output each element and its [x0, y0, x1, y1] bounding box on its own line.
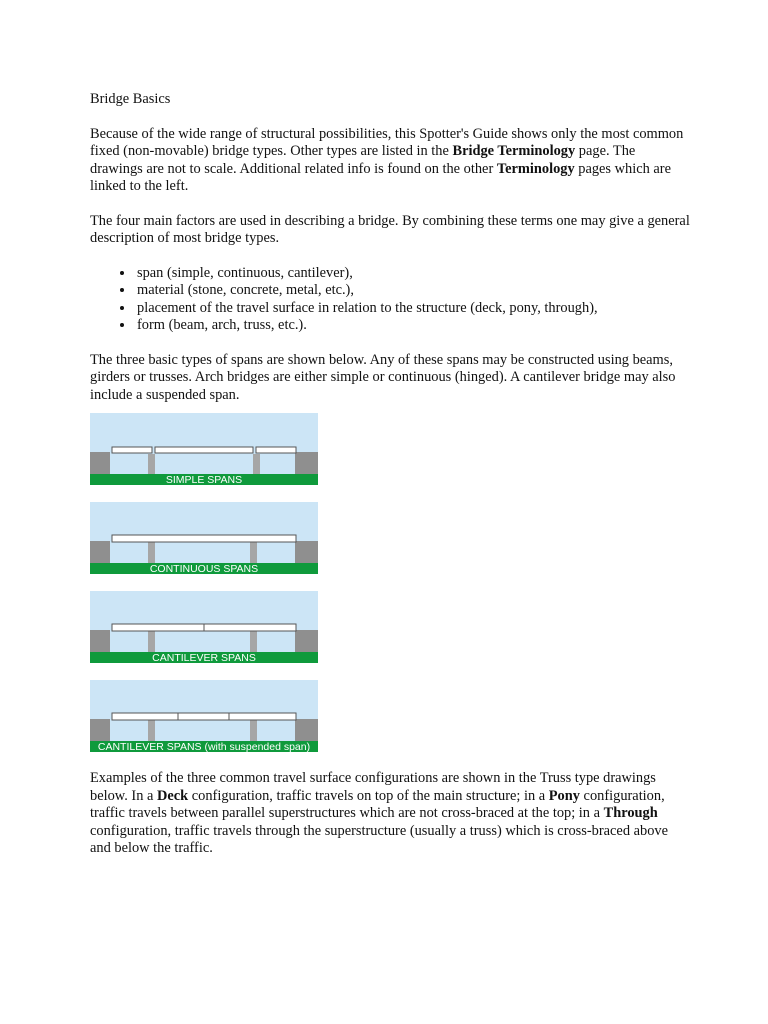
factors-intro-paragraph: The four main factors are used in describing a bridge. By combining these terms one may give a general description of most bridge types. — [90, 212, 690, 246]
deck-span — [229, 713, 296, 720]
cantilever-spans-figure — [90, 591, 318, 663]
list-item: • material (stone, concrete, metal, etc.), — [135, 282, 690, 300]
intro-text-2: page. The drawings are not to scale. Additional related info is found on the other — [90, 143, 636, 177]
deck-span — [155, 447, 253, 453]
suspended-span — [178, 713, 229, 720]
document-body — [90, 91, 690, 858]
list-item: • placement of the travel surface in relation to the structure (deck, pony, through), — [135, 300, 690, 318]
simple-spans-figure — [90, 413, 318, 485]
pony-term: Pony — [548, 787, 580, 804]
figure-label: CANTILEVER SPANS (with suspended span) — [97, 741, 311, 752]
left-abutment — [90, 452, 110, 474]
pier — [148, 630, 155, 652]
pier — [250, 630, 257, 652]
pier — [250, 719, 257, 741]
figure-label: CANTILEVER SPANS — [152, 652, 256, 663]
deck-span — [112, 624, 204, 631]
right-abutment — [295, 452, 318, 474]
page-title: Bridge Basics — [90, 91, 171, 107]
left-abutment — [90, 630, 110, 652]
factors-list — [90, 265, 690, 335]
pier — [148, 454, 155, 474]
bridge-terminology-link: Bridge Terminology — [452, 143, 576, 159]
deck-span — [112, 447, 152, 453]
deck-span — [112, 535, 296, 542]
right-abutment — [295, 719, 318, 741]
list-item: • span (simple, continuous, cantilever), — [135, 265, 690, 283]
left-abutment — [90, 719, 110, 741]
figure-label: CONTINUOUS SPANS — [149, 563, 259, 574]
left-abutment — [90, 541, 110, 563]
pier — [148, 541, 155, 563]
list-item: • form (beam, arch, truss, etc.). — [135, 317, 690, 335]
intro-text-3: pages which are linked to the left. — [90, 160, 671, 194]
span-figures — [90, 413, 690, 752]
intro-paragraph — [90, 126, 690, 196]
spans-paragraph: The three basic types of spans are shown below. Any of these spans may be constructed using beams, girders or trusses. Arch bridges are either simple or continuous (hinged). A cantilever bridge may also include a suspended span. — [90, 351, 676, 403]
continuous-spans-figure — [90, 502, 318, 574]
right-abutment — [295, 541, 318, 563]
suspended-span-figure — [90, 680, 318, 752]
pier — [148, 719, 155, 741]
config-text-1: Examples of the three common travel surface configurations are shown in the Truss type drawings below. In a — [90, 770, 656, 804]
deck-span — [112, 713, 178, 720]
deck-span — [204, 624, 296, 631]
config-text-3: configuration, traffic travels between parallel superstructures which are not cross-braced at the top; in a — [90, 787, 665, 821]
figure-label: SIMPLE SPANS — [165, 474, 243, 485]
config-text-4: configuration, traffic travels through the superstructure (usually a truss) which is cross-braced above and below the traffic. — [90, 822, 668, 856]
deck-span — [256, 447, 296, 453]
right-abutment — [295, 630, 318, 652]
intro-text-1: Because of the wide range of structural possibilities, this Spotter's Guide shows only the most common fixed (non-movable) bridge types. Other types are listed in the — [90, 125, 684, 159]
pier — [253, 454, 260, 474]
through-term: Through — [603, 805, 658, 821]
config-text-2: configuration, traffic travels on top of the main structure; in a — [188, 787, 549, 804]
terminology-link: Terminology — [496, 160, 575, 177]
deck-term: Deck — [157, 787, 189, 804]
configuration-paragraph — [90, 770, 690, 858]
pier — [250, 541, 257, 563]
